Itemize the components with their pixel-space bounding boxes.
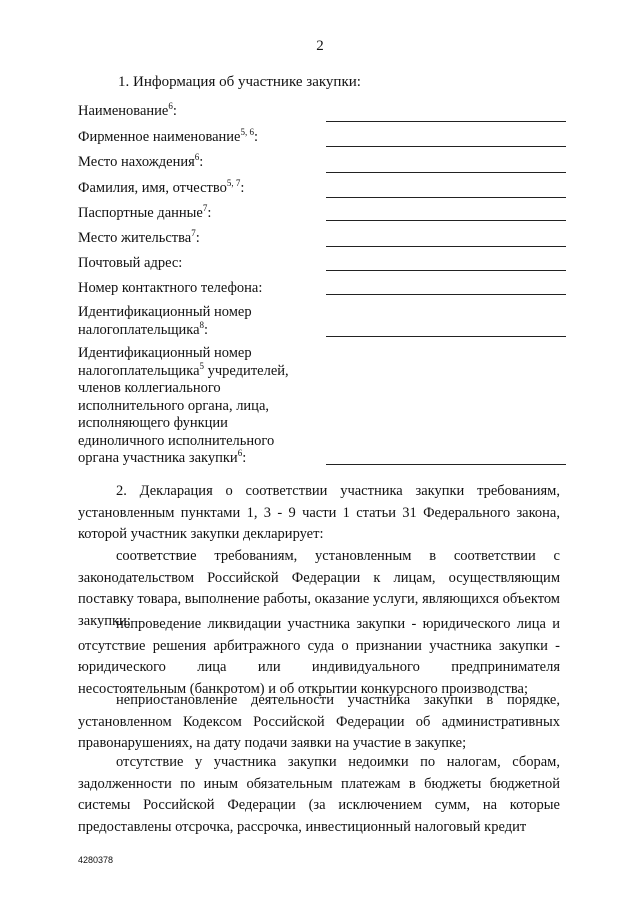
field-line-phone[interactable] [326, 294, 566, 295]
field-line-residence[interactable] [326, 246, 566, 247]
field-line-founders-inn[interactable] [326, 464, 566, 465]
field-line-postal-address[interactable] [326, 270, 566, 271]
field-line-name[interactable] [326, 121, 566, 122]
field-label-location: Место нахождения$^6$: [78, 152, 204, 170]
declaration-item: непроведение ликвидации участника закупки - юридического лица и отсутствие решения арбитражного суда о признании участника закупки - юридического лица или индивидуального предпринимателя несостоятельным (банкротом) и об открытии конкурсного производства; [78, 616, 560, 697]
field-line-passport[interactable] [326, 220, 566, 221]
declaration-item: неприостановление деятельности участника закупки в порядке, установленном Кодексом Российской Федерации об административных правонарушениях, на дату подачи заявки на участие в закупке; [78, 692, 560, 751]
field-line-inn[interactable] [326, 336, 566, 337]
document-code: 4280378 [78, 855, 114, 865]
field-label-trade-name: Фирменное наименование$^{5, 6}$: [78, 127, 259, 145]
page-number: 2 [316, 38, 324, 54]
field-line-trade-name[interactable] [326, 146, 566, 147]
section-1-title: 1. Информация об участнике закупки: [118, 74, 361, 90]
declaration-item: отсутствие у участника закупки недоимки по налогам, сборам, задолженности по иным обязательным платежам в бюджеты бюджетной системы Российской Федерации (за исключением сумм, на которые предоставлены отсрочка, рассрочка, инвестиционный налоговый кредит [78, 754, 560, 835]
field-label-passport: Паспортные данные$^7$: [78, 203, 212, 221]
field-line-location[interactable] [326, 172, 566, 173]
field-label-full-name: Фамилия, имя, отчество$^{5, 7}$: [78, 178, 245, 196]
section-2-intro: 2. Декларация о соответствии участника закупки требованиям, установленным пунктами 1, 3 - 9 части 1 статьи 31 Федерального закона, которой участник закупки декларирует: [78, 483, 560, 542]
field-label-phone: Номер контактного телефона: [78, 280, 263, 296]
field-label-inn: Идентификационный номер налогоплательщика$^8$: [78, 304, 252, 338]
field-label-founders-inn: Идентификационный номер налогоплательщика$^5$ учредителей, членов коллегиального исполнительного органа, лица, исполняющего функции единоличного исполнительного органа участника закупки$^6$: [78, 345, 289, 466]
field-label-residence: Место жительства$^7$: [78, 228, 200, 246]
field-line-full-name[interactable] [326, 197, 566, 198]
field-label-name: Наименование$^6$: [78, 101, 177, 119]
field-label-postal-address: Почтовый адрес: [78, 255, 183, 271]
declaration-item: соответствие требованиям, установленным в соответствии с законодательством Российской Федерации к лицам, осуществляющим поставку товара, выполнение работы, оказание услуги, являющихся объектом закупки; [78, 548, 560, 629]
